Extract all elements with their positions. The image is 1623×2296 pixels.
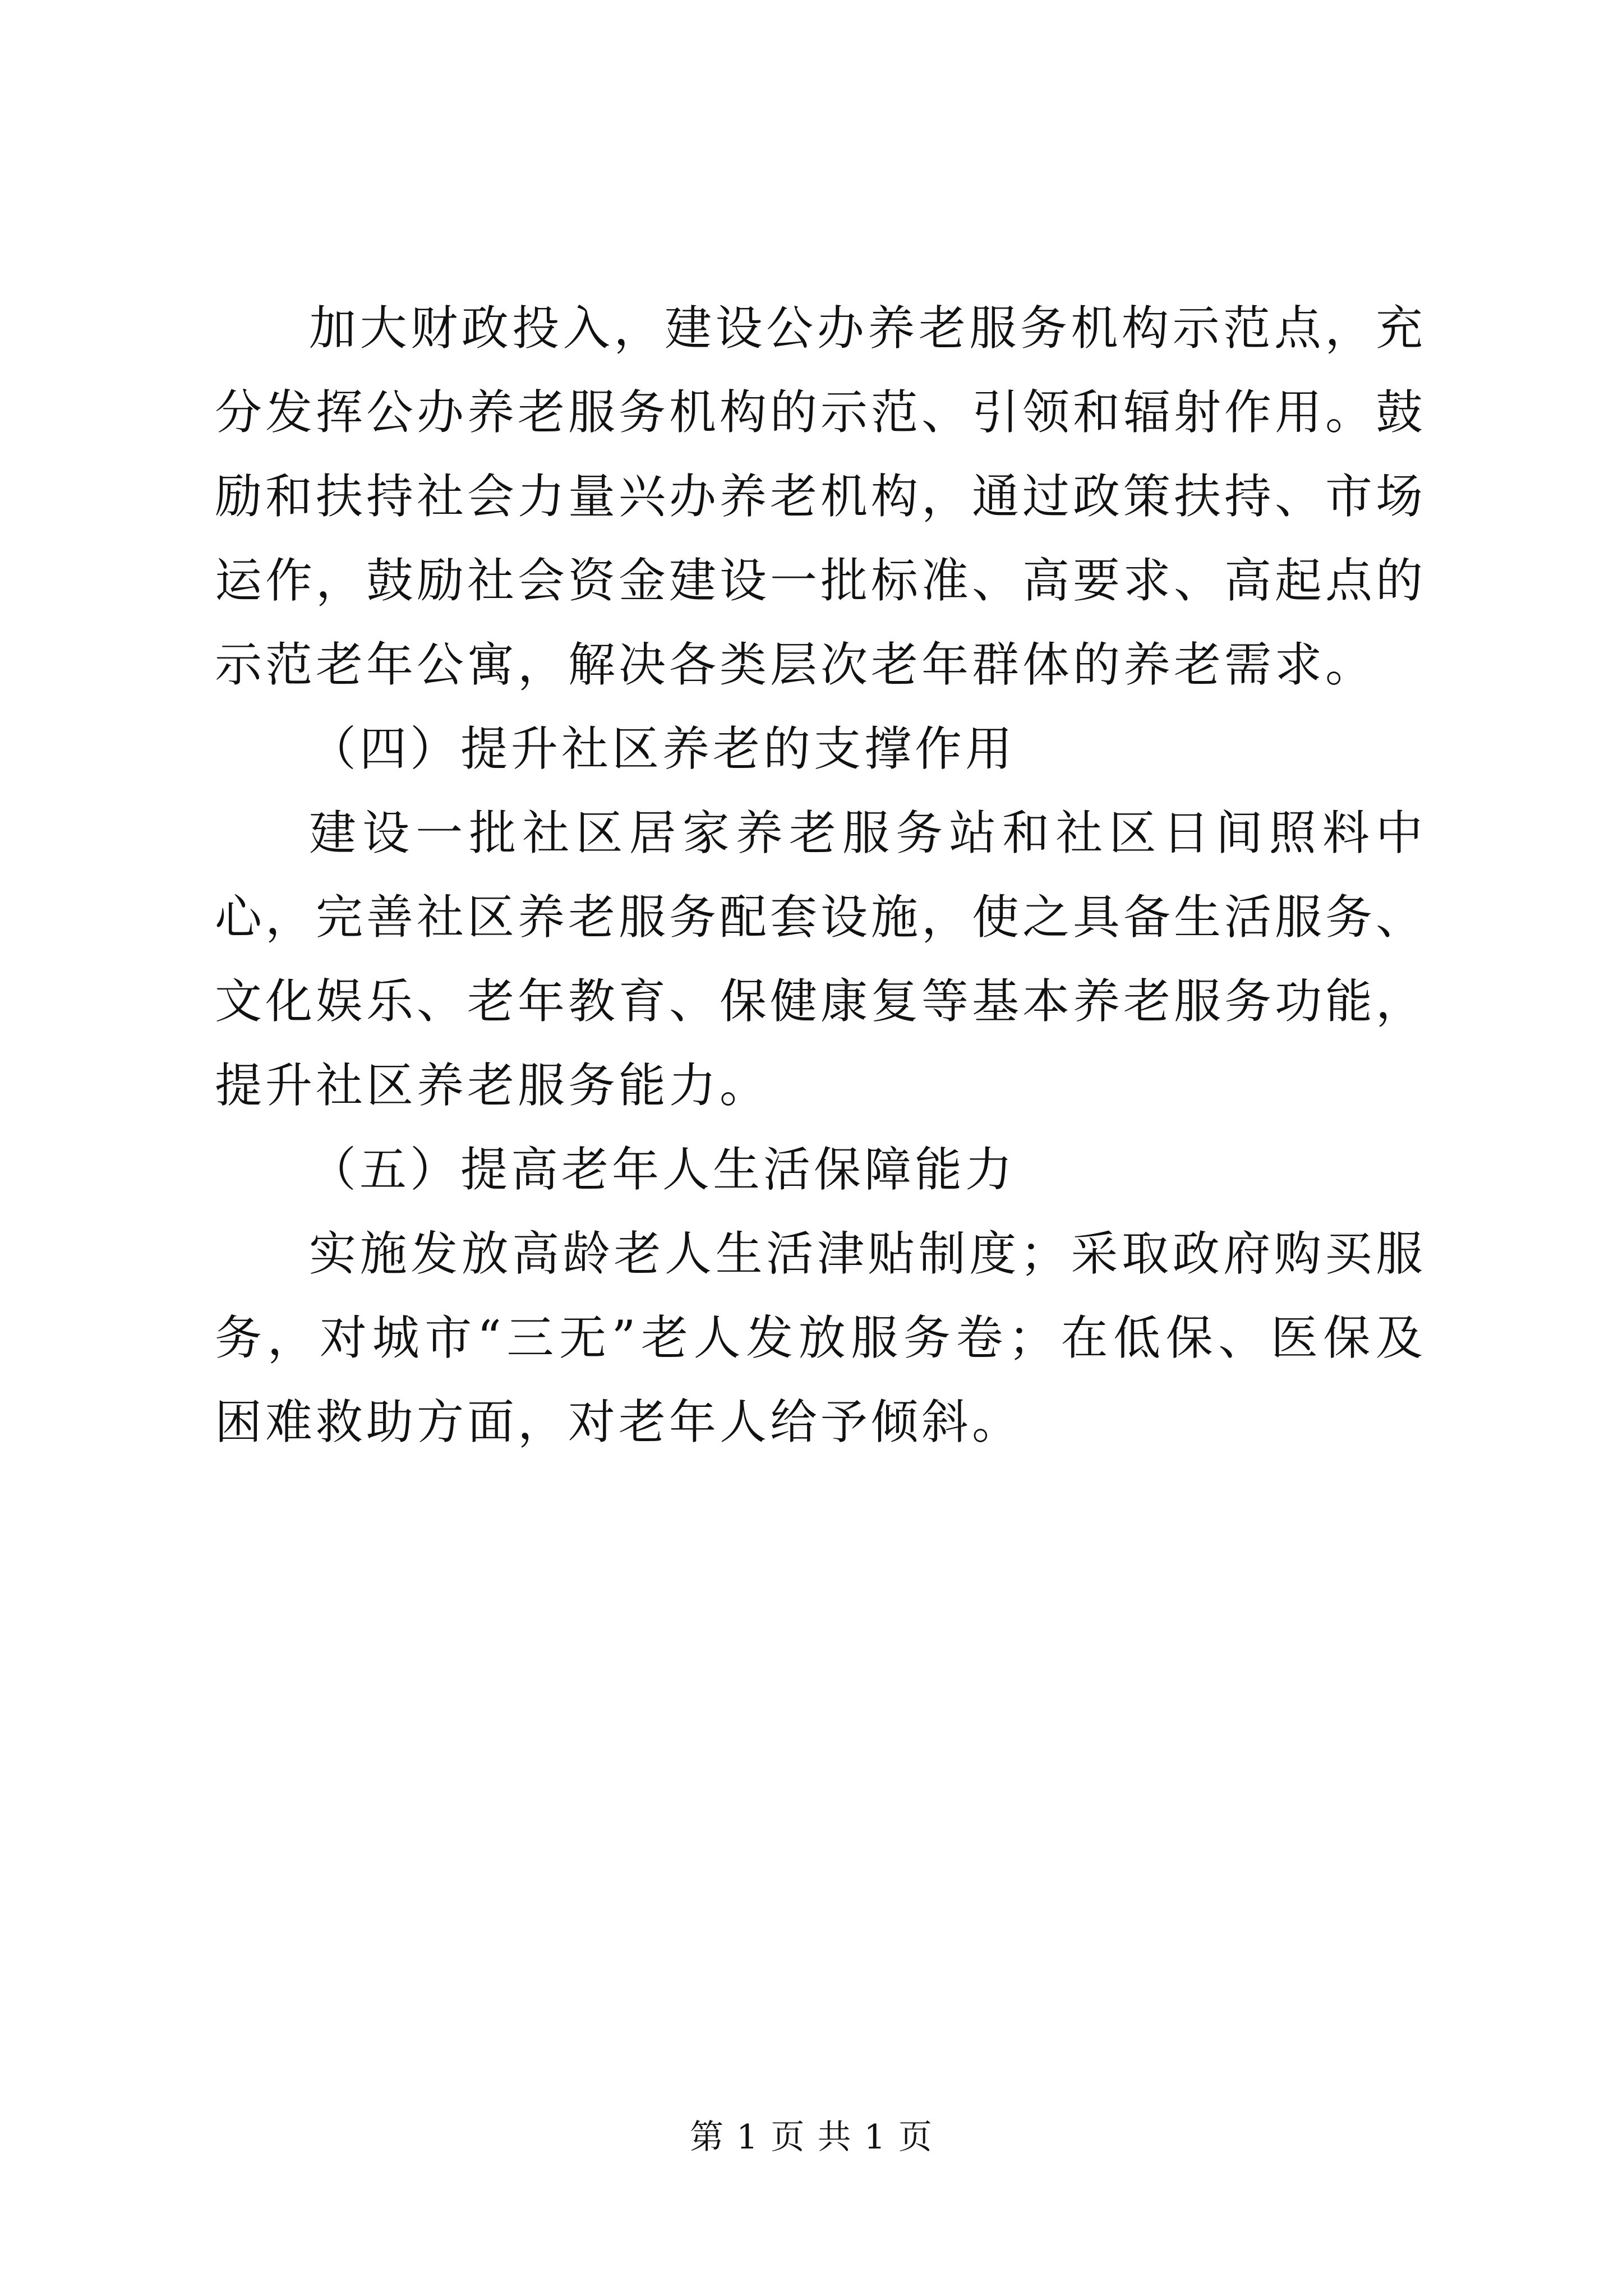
document-body xyxy=(215,286,1426,1464)
section-heading-4: （四）提升社区养老的支撑作用 xyxy=(309,721,1016,776)
paragraph-public-elderly-care: 加大财政投入，建设公办养老服务机构示范点，充分发挥公办养老服务机构的示范、引领和辐射作用。鼓励和扶持社会力量兴办养老机构，通过政策扶持、市场运作，鼓励社会资金建设一批标准、高要求、高起点的示范老年公寓，解决各类层次老年群体的养老需求。 xyxy=(215,301,1427,692)
paragraph-community-care: 建设一批社区居家养老服务站和社区日间照料中心，完善社区养老服务配套设施，使之具备生活服务、文化娱乐、老年教育、保健康复等基本养老服务功能，提升社区养老服务能力。 xyxy=(215,806,1427,1113)
paragraph-living-security: 实施发放高龄老人生活津贴制度；采取政府购买服务，对城市“三无”老人发放服务卷；在低保、医保及困难救助方面，对老年人给予倾斜。 xyxy=(215,1226,1426,1450)
section-heading-5: （五）提高老年人生活保障能力 xyxy=(309,1142,1016,1197)
page-footer: 第 1 页 共 1 页 xyxy=(690,2118,933,2157)
